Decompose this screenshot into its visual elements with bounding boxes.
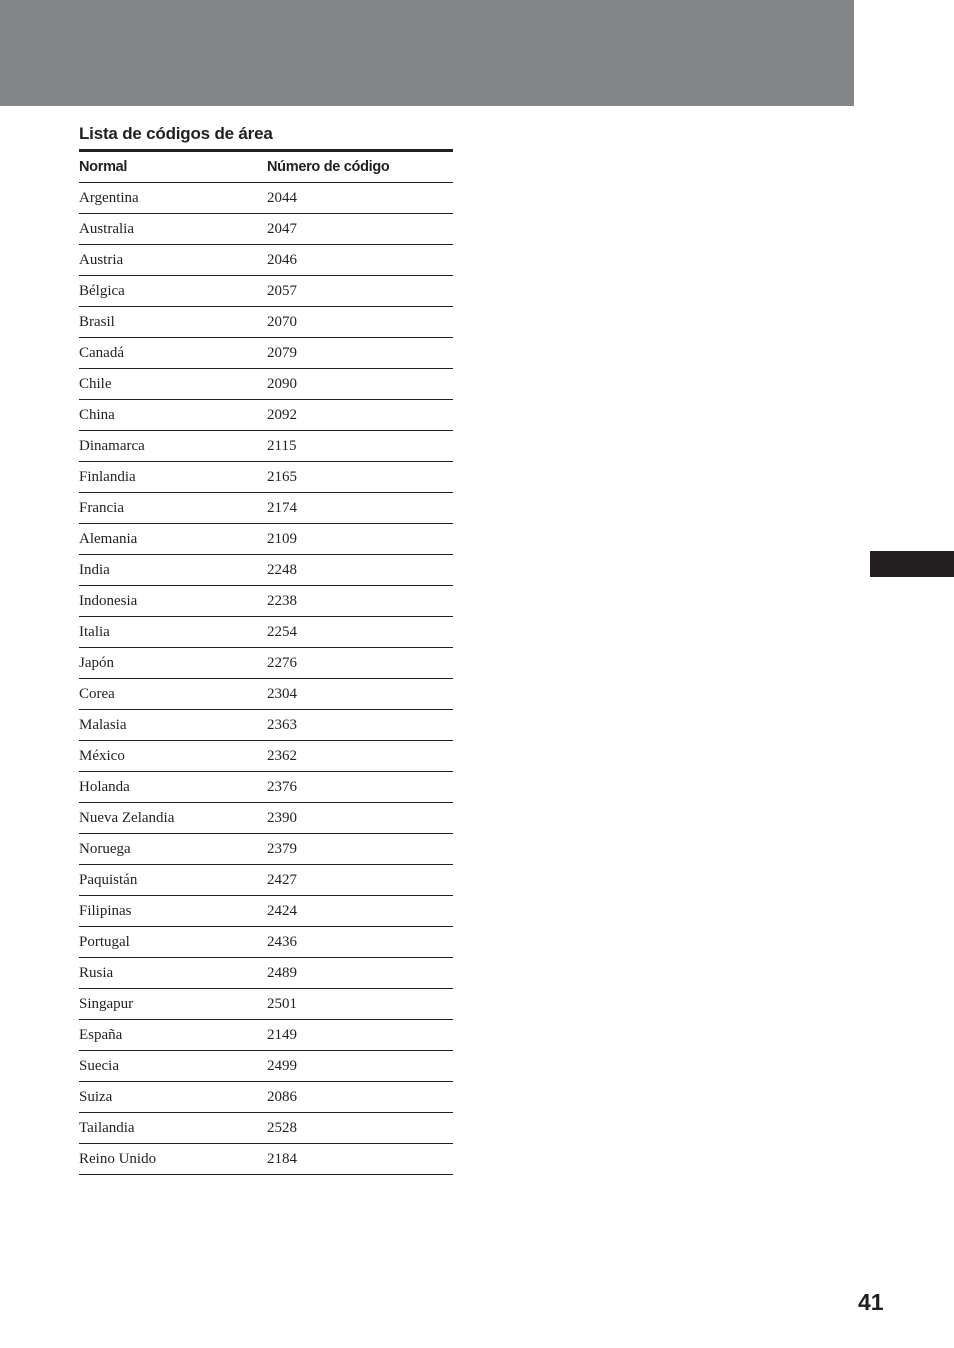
country-name: Singapur [79, 995, 134, 1012]
country-name: Rusia [79, 964, 114, 981]
area-code: 2254 [267, 623, 297, 640]
header-country: Normal [79, 159, 128, 175]
country-name: Suecia [79, 1057, 119, 1074]
table-row [79, 803, 453, 834]
area-code: 2363 [267, 716, 297, 733]
area-code: 2304 [267, 685, 297, 702]
table-row [79, 1020, 453, 1051]
table-row [79, 183, 453, 214]
country-name: Bélgica [79, 282, 125, 299]
country-name: Francia [79, 499, 124, 516]
country-name: Canadá [79, 344, 124, 361]
area-code: 2390 [267, 809, 297, 826]
area-code: 2165 [267, 468, 297, 485]
side-tab-marker [870, 551, 954, 577]
table-header-row [79, 152, 453, 183]
country-name: China [79, 406, 115, 423]
table-row [79, 245, 453, 276]
country-name: Finlandia [79, 468, 136, 485]
table-row [79, 648, 453, 679]
area-code: 2248 [267, 561, 297, 578]
header-band [0, 0, 854, 106]
area-code: 2149 [267, 1026, 297, 1043]
page-number: 41 [858, 1289, 884, 1315]
area-code: 2499 [267, 1057, 297, 1074]
country-name: Brasil [79, 313, 115, 330]
country-name: Noruega [79, 840, 131, 857]
country-name: Chile [79, 375, 112, 392]
table-row [79, 927, 453, 958]
table-row [79, 1082, 453, 1113]
country-name: Dinamarca [79, 437, 145, 454]
header-code: Número de código [267, 159, 390, 175]
area-code: 2079 [267, 344, 297, 361]
country-name: India [79, 561, 110, 578]
area-code: 2376 [267, 778, 297, 795]
area-code: 2184 [267, 1150, 297, 1167]
table-row [79, 214, 453, 245]
area-code: 2379 [267, 840, 297, 857]
area-code: 2115 [267, 437, 297, 454]
table-row [79, 710, 453, 741]
area-code: 2424 [267, 902, 297, 919]
table-row [79, 772, 453, 803]
area-code: 2086 [267, 1088, 297, 1105]
table-row [79, 586, 453, 617]
country-name: Nueva Zelandia [79, 809, 175, 826]
area-code: 2092 [267, 406, 297, 423]
country-name: Filipinas [79, 902, 132, 919]
area-code: 2489 [267, 964, 297, 981]
country-name: Alemania [79, 530, 138, 547]
country-name: Suiza [79, 1088, 113, 1105]
table-row [79, 1144, 453, 1175]
table-row [79, 834, 453, 865]
table-row [79, 493, 453, 524]
table-row [79, 679, 453, 710]
country-name: Austria [79, 251, 124, 268]
country-name: Corea [79, 685, 115, 702]
country-name: Portugal [79, 933, 130, 950]
area-code: 2528 [267, 1119, 297, 1136]
area-code: 2109 [267, 530, 297, 547]
country-name: España [79, 1026, 123, 1043]
area-code: 2047 [267, 220, 297, 237]
country-name: Argentina [79, 189, 139, 206]
country-name: Holanda [79, 778, 130, 795]
table-row [79, 896, 453, 927]
area-code: 2276 [267, 654, 297, 671]
table-row [79, 989, 453, 1020]
section-title: Lista de códigos de área [79, 124, 273, 143]
table-row [79, 741, 453, 772]
country-name: Paquistán [79, 871, 138, 888]
table-row [79, 1113, 453, 1144]
area-code: 2044 [267, 189, 297, 206]
area-code: 2436 [267, 933, 297, 950]
table-row [79, 524, 453, 555]
table-row [79, 555, 453, 586]
table-row [79, 462, 453, 493]
table-row [79, 369, 453, 400]
country-name: Australia [79, 220, 134, 237]
area-code: 2057 [267, 282, 297, 299]
area-code: 2174 [267, 499, 297, 516]
country-name: Malasia [79, 716, 127, 733]
country-name: Italia [79, 623, 110, 640]
area-code: 2046 [267, 251, 297, 268]
table-row [79, 307, 453, 338]
area-code: 2090 [267, 375, 297, 392]
table-row [79, 1051, 453, 1082]
table-row [79, 865, 453, 896]
country-name: México [79, 747, 125, 764]
country-name: Tailandia [79, 1119, 135, 1136]
country-name: Indonesia [79, 592, 138, 609]
country-name: Reino Unido [79, 1150, 157, 1167]
country-name: Japón [79, 654, 114, 671]
area-code: 2362 [267, 747, 297, 764]
table-row [79, 400, 453, 431]
table-body [79, 183, 453, 1175]
table-row [79, 617, 453, 648]
area-code: 2070 [267, 313, 297, 330]
table-row [79, 958, 453, 989]
area-codes-table [79, 149, 453, 1175]
table-row [79, 338, 453, 369]
area-code: 2427 [267, 871, 297, 888]
table-row [79, 431, 453, 462]
area-code: 2501 [267, 995, 297, 1012]
table-row [79, 276, 453, 307]
area-code: 2238 [267, 592, 297, 609]
